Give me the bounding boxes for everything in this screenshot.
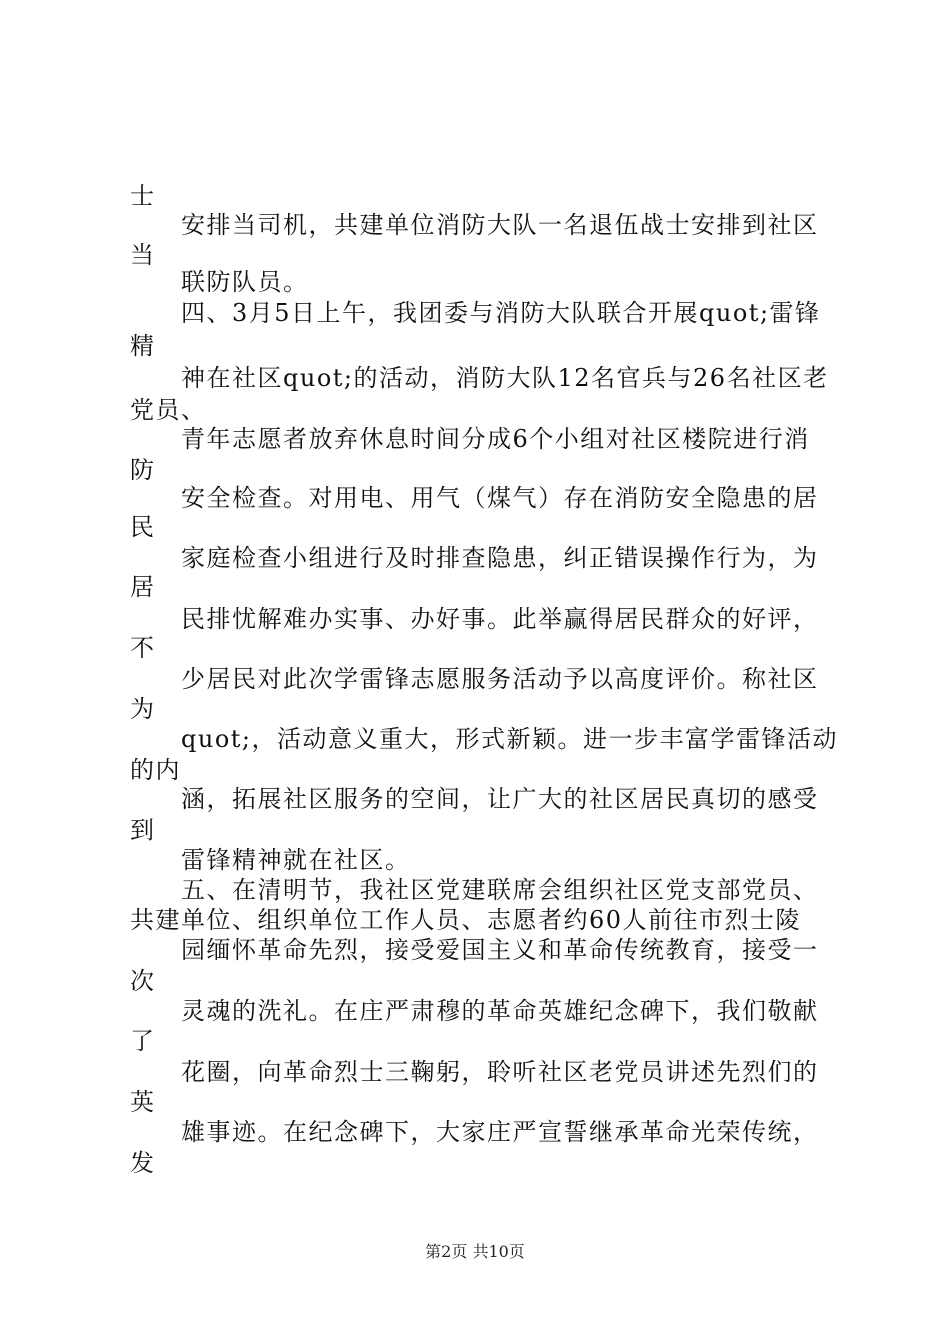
text-line: 神在社区quot;的活动，消防大队12名官兵与26名社区老 xyxy=(181,364,829,392)
text-line: 家庭检查小组进行及时排查隐患，纠正错误操作行为，为 xyxy=(181,544,819,572)
text-line: 民 xyxy=(130,513,156,541)
text-line: 不 xyxy=(130,634,156,662)
text-line: 防 xyxy=(130,456,156,484)
text-line: 花圈，向革命烈士三鞠躬，聆听社区老党员讲述先烈们的 xyxy=(181,1058,819,1086)
page-number-footer: 第2页 共10页 xyxy=(425,1242,525,1261)
text-line: 青年志愿者放弃休息时间分成6个小组对社区楼院进行消 xyxy=(181,425,810,453)
text-line: 到 xyxy=(130,816,156,844)
text-line: quot;，活动意义重大，形式新颖。进一步丰富学雷锋活动 xyxy=(181,725,838,753)
text-line: 英 xyxy=(130,1088,156,1116)
text-line: 了 xyxy=(130,1027,156,1055)
text-line: 少居民对此次学雷锋志愿服务活动予以高度评价。称社区 xyxy=(181,665,819,693)
text-line: 雷锋精神就在社区。 xyxy=(181,846,411,874)
text-line: 共建单位、组织单位工作人员、志愿者约60人前往市烈士陵 xyxy=(130,906,802,934)
text-line: 安全检查。对用电、用气（煤气）存在消防安全隐患的居 xyxy=(181,484,819,512)
text-line: 灵魂的洗礼。在庄严肃穆的革命英雄纪念碑下，我们敬献 xyxy=(181,997,819,1025)
text-line: 精 xyxy=(130,332,156,360)
text-line: 的内 xyxy=(130,756,181,784)
text-line: 党员、 xyxy=(130,396,207,424)
text-line: 涵，拓展社区服务的空间，让广大的社区居民真切的感受 xyxy=(181,785,819,813)
text-line: 居 xyxy=(130,573,156,601)
text-line: 民排忧解难办实事、办好事。此举赢得居民群众的好评， xyxy=(181,605,819,633)
text-line: 为 xyxy=(130,695,156,723)
text-line: 当 xyxy=(130,241,156,269)
text-line: 士 xyxy=(130,182,156,210)
text-line: 园缅怀革命先烈，接受爱国主义和革命传统教育，接受一 xyxy=(181,936,819,964)
text-line: 联防队员。 xyxy=(181,268,309,296)
text-line: 雄事迹。在纪念碑下，大家庄严宣誓继承革命光荣传统， xyxy=(181,1118,819,1146)
text-line: 安排当司机，共建单位消防大队一名退伍战士安排到社区 xyxy=(181,211,819,239)
text-line: 五、在清明节，我社区党建联席会组织社区党支部党员、 xyxy=(181,876,819,904)
text-line: 发 xyxy=(130,1149,156,1177)
text-line: 四、3月5日上午，我团委与消防大队联合开展quot;雷锋 xyxy=(181,299,821,327)
text-line: 次 xyxy=(130,967,156,995)
